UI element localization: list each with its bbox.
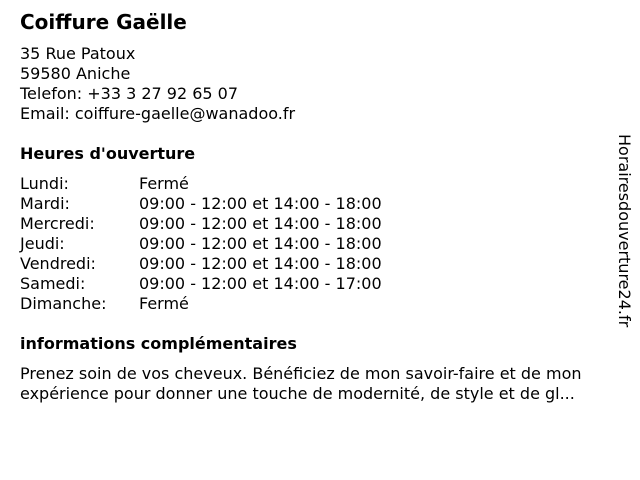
additional-info-heading: informations complémentaires — [20, 334, 297, 353]
phone-number[interactable]: Telefon: +33 3 27 92 65 07 — [20, 84, 239, 103]
info-line-2: expérience pour donner une touche de modernité, de style et de gl... — [20, 384, 575, 403]
hours-value: 09:00 - 12:00 et 14:00 - 18:00 — [139, 234, 382, 253]
contact-block — [20, 44, 295, 124]
hours-row-thursday — [20, 234, 440, 254]
hours-value: 09:00 - 12:00 et 14:00 - 17:00 — [139, 274, 382, 293]
opening-hours-table — [20, 174, 440, 314]
day-label: Jeudi: — [20, 234, 65, 253]
address-street: 35 Rue Patoux — [20, 44, 136, 63]
day-label: Mardi: — [20, 194, 70, 213]
hours-value: 09:00 - 12:00 et 14:00 - 18:00 — [139, 254, 382, 273]
hours-value: 09:00 - 12:00 et 14:00 - 18:00 — [139, 214, 382, 233]
hours-row-saturday — [20, 274, 440, 294]
hours-value: Fermé — [139, 294, 189, 313]
day-label: Samedi: — [20, 274, 86, 293]
day-label: Vendredi: — [20, 254, 96, 273]
day-label: Mercredi: — [20, 214, 95, 233]
info-line-1: Prenez soin de vos cheveux. Bénéficiez de mon savoir-faire et de mon — [20, 364, 582, 383]
hours-value: 09:00 - 12:00 et 14:00 - 18:00 — [139, 194, 382, 213]
opening-hours-heading: Heures d'ouverture — [20, 144, 196, 163]
day-label: Dimanche: — [20, 294, 107, 313]
site-watermark: Horairesdouverture24.fr — [615, 134, 634, 328]
address-city: 59580 Aniche — [20, 64, 131, 83]
business-name: Coiffure Gaëlle — [20, 10, 187, 34]
hours-row-monday — [20, 174, 440, 194]
day-label: Lundi: — [20, 174, 69, 193]
hours-row-friday — [20, 254, 440, 274]
hours-row-tuesday — [20, 194, 440, 214]
hours-row-wednesday — [20, 214, 440, 234]
hours-row-sunday — [20, 294, 440, 314]
additional-info-text — [20, 364, 636, 404]
email-address[interactable]: Email: coiffure-gaelle@wanadoo.fr — [20, 104, 296, 123]
hours-value: Fermé — [139, 174, 189, 193]
